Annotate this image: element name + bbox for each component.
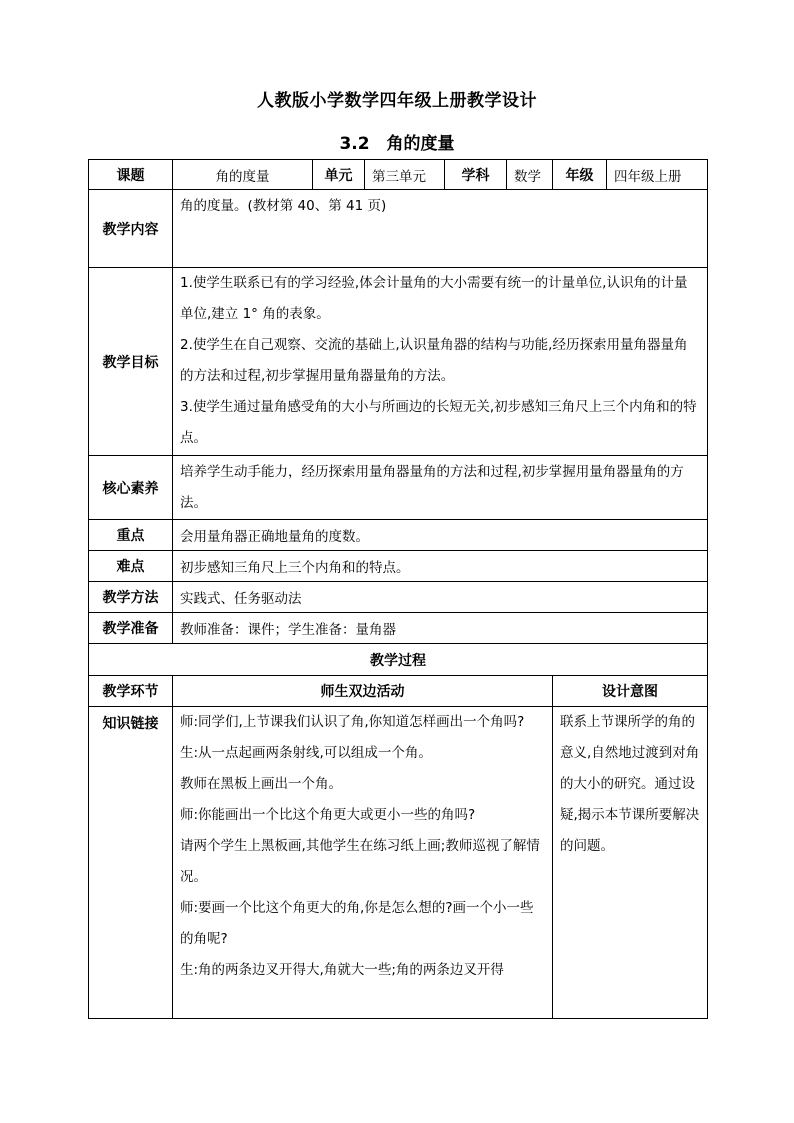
stage-row [89, 707, 708, 1019]
stage-activity [173, 707, 553, 1019]
prep-row [89, 613, 708, 644]
method-row [89, 582, 708, 613]
goal-item: 3.使学生通过量角感受角的大小与所画边的长短无关,初步感知三角尺上三个内角和的特点。 [180, 399, 697, 446]
key-point-row [89, 520, 708, 551]
goals-row [89, 268, 708, 456]
method-label: 教学方法 [89, 582, 173, 613]
stage-column-header: 教学环节 [89, 676, 173, 707]
literacy-row [89, 456, 708, 520]
subject-value: 数学 [507, 160, 553, 190]
literacy-text: 培养学生动手能力，经历探索用量角器量角的方法和过程,初步掌握用量角器量角的方法。 [173, 456, 708, 520]
unit-label: 单元 [313, 160, 365, 190]
activity-line: 师:要画一个比这个角更大的角,你是怎么想的?画一个小一些的角呢? [180, 900, 534, 947]
topic-value: 角的度量 [173, 160, 313, 190]
difficulty-label: 难点 [89, 551, 173, 582]
grade-label: 年级 [553, 160, 607, 190]
subject-label: 学科 [445, 160, 507, 190]
method-text: 实践式、任务驱动法 [173, 582, 708, 613]
topic-label: 课题 [89, 160, 173, 190]
key-point-label: 重点 [89, 520, 173, 551]
info-row [89, 160, 708, 190]
lesson-plan-table [88, 159, 708, 1019]
difficulty-row [89, 551, 708, 582]
grade-value: 四年级上册 [607, 160, 708, 190]
goal-item: 2.使学生在自己观察、交流的基础上,认识量角器的结构与功能,经历探索用量角器量角的方法和过程,初步掌握用量角器量角的方法。 [180, 337, 688, 384]
key-point-text: 会用量角器正确地量角的度数。 [173, 520, 708, 551]
document-title: 人教版小学数学四年级上册教学设计 [257, 91, 537, 111]
goals-label: 教学目标 [89, 268, 173, 456]
activity-line: 请两个学生上黑板画,其他学生在练习纸上画;教师巡视了解情况。 [180, 838, 540, 885]
lesson-title: 3.2 角的度量 [339, 134, 455, 154]
unit-value: 第三单元 [365, 160, 445, 190]
difficulty-text: 初步感知三角尺上三个内角和的特点。 [173, 551, 708, 582]
content-label: 教学内容 [89, 190, 173, 268]
activity-line: 生:从一点起画两条射线,可以组成一个角。 [180, 745, 432, 761]
prep-text: 教师准备：课件；学生准备：量角器 [173, 613, 708, 644]
stage-intent: 联系上节课所学的角的意义,自然地过渡到对角的大小的研究。通过设疑,揭示本节课所要解决的问题。 [553, 707, 708, 1019]
activity-line: 教师在黑板上画出一个角。 [180, 776, 342, 792]
activity-line: 师:你能画出一个比这个角更大或更小一些的角吗? [180, 807, 476, 823]
content-row [89, 190, 708, 268]
activity-line: 师:同学们,上节课我们认识了角,你知道怎样画出一个角吗? [180, 714, 525, 730]
stage-name: 知识链接 [89, 707, 173, 1019]
process-header-row [89, 644, 708, 676]
intent-column-header: 设计意图 [553, 676, 708, 707]
goal-item: 1.使学生联系已有的学习经验,体会计量角的大小需要有统一的计量单位,认识角的计量单位,建立 1° 角的表象。 [180, 275, 688, 322]
process-header: 教学过程 [89, 644, 708, 676]
literacy-label: 核心素养 [89, 456, 173, 520]
prep-label: 教学准备 [89, 613, 173, 644]
activity-column-header: 师生双边活动 [173, 676, 553, 707]
activity-line: 生:角的两条边叉开得大,角就大一些;角的两条边叉开得 [180, 962, 504, 978]
goals-list [173, 268, 708, 456]
process-columns-row [89, 676, 708, 707]
content-text: 角的度量。(教材第 40、第 41 页) [173, 190, 708, 268]
